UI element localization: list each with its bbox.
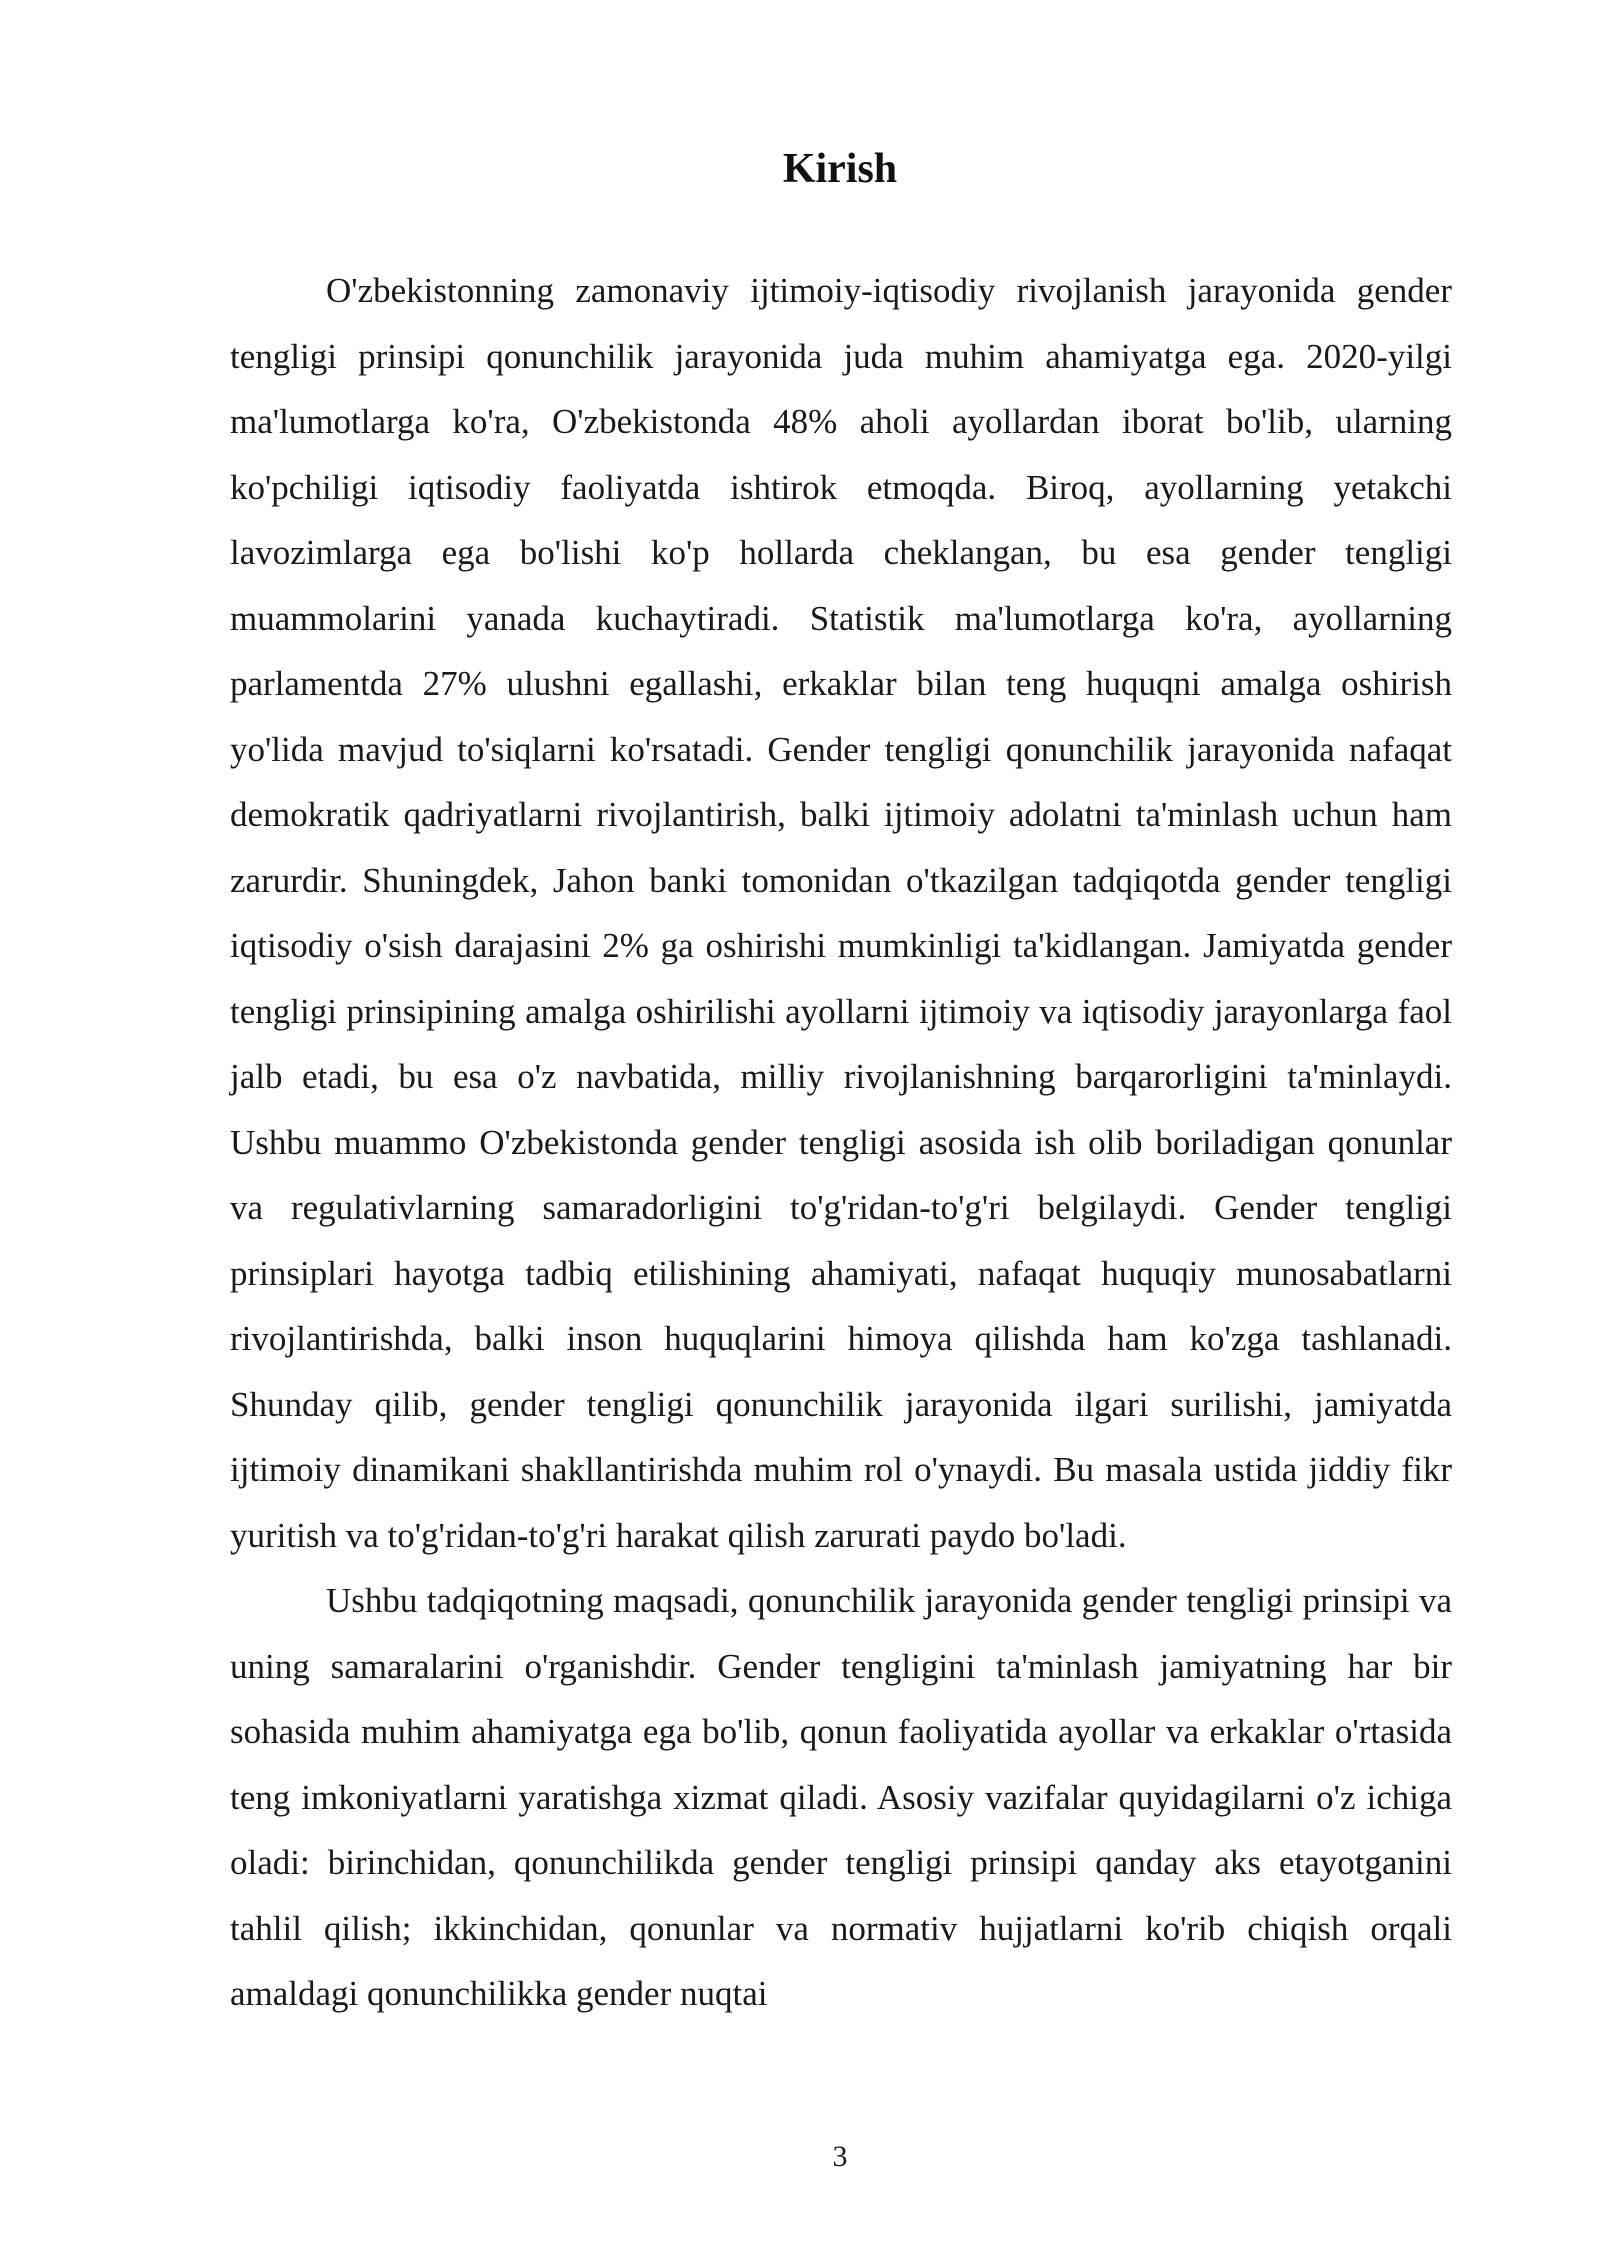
body-text (230, 258, 1452, 2027)
page-title: Kirish (782, 146, 898, 192)
paragraph-1: O'zbekistonning zamonaviy ijtimoiy-iqtisodiy rivojlanish jarayonida gender tengligi prinsipi qonunchilik jarayonida juda muhim ahamiyatga ega. 2020-yilgi ma'lumotlarga ko'ra, O'zbekistonda 48% aholi ayollardan iborat bo'lib, ularning ko'pchiligi iqtisodiy faoliyatda ishtirok etmoqda. Biroq, ayollarning yetakchi lavozimlarga ega bo'lishi ko'p hollarda cheklangan, bu esa gender tengligi muammolarini yanada kuchaytiradi. Statistik ma'lumotlarga ko'ra, ayollarning parlamentda 27% ulushni egallashi, erkaklar bilan teng huquqni amalga oshirish yo'lida mavjud to'siqlarni ko'rsatadi. Gender tengligi qonunchilik jarayonida nafaqat demokratik qadriyatlarni rivojlantirish, balki ijtimoiy adolatni ta'minlash uchun ham zarurdir. Shuningdek, Jahon banki tomonidan o'tkazilgan tadqiqotda gender tengligi iqtisodiy o'sish darajasini 2% ga oshirishi mumkinligi ta'kidlangan. Jamiyatda gender tengligi prinsipining amalga oshirilishi ayollarni ijtimoiy va iqtisodiy jarayonlarga faol jalb etadi, bu esa o'z navbatida, milliy rivojlanishning barqarorligini ta'minlaydi. Ushbu muammo O'zbekistonda gender tengligi asosida ish olib boriladigan qonunlar va regulativlarning samaradorligini to'g'ridan-to'g'ri belgilaydi. Gender tengligi prinsiplari hayotga tadbiq etilishining ahamiyati, nafaqat huquqiy munosabatlarni rivojlantirishda, balki inson huquqlarini himoya qilishda ham ko'zga tashlanadi. Shunday qilib, gender tengligi qonunchilik jarayonida ilgari surilishi, jamiyatda ijtimoiy dinamikani shakllantirishda muhim rol o'ynaydi. Bu masala ustida jiddiy fikr yuritish va to'g'ridan-to'g'ri harakat qilish zarurati paydo bo'ladi. (230, 271, 1452, 1555)
page-number: 3 (832, 2140, 848, 2173)
paragraph-2: Ushbu tadqiqotning maqsadi, qonunchilik jarayonida gender tengligi prinsipi va uning samaralarini o'rganishdir. Gender tengligini ta'minlash jamiyatning har bir sohasida muhim ahamiyatga ega bo'lib, qonun faoliyatida ayollar va erkaklar o'rtasida teng imkoniyatlarni yaratishga xizmat qiladi. Asosiy vazifalar quyidagilarni o'z ichiga oladi: birinchidan, qonunchilikda gender tengligi prinsipi qanday aks etayotganini tahlil qilish; ikkinchidan, qonunlar va normativ hujjatlarni ko'rib chiqish orqali amaldagi qonunchilikka gender nuqtai (230, 1581, 1452, 2013)
